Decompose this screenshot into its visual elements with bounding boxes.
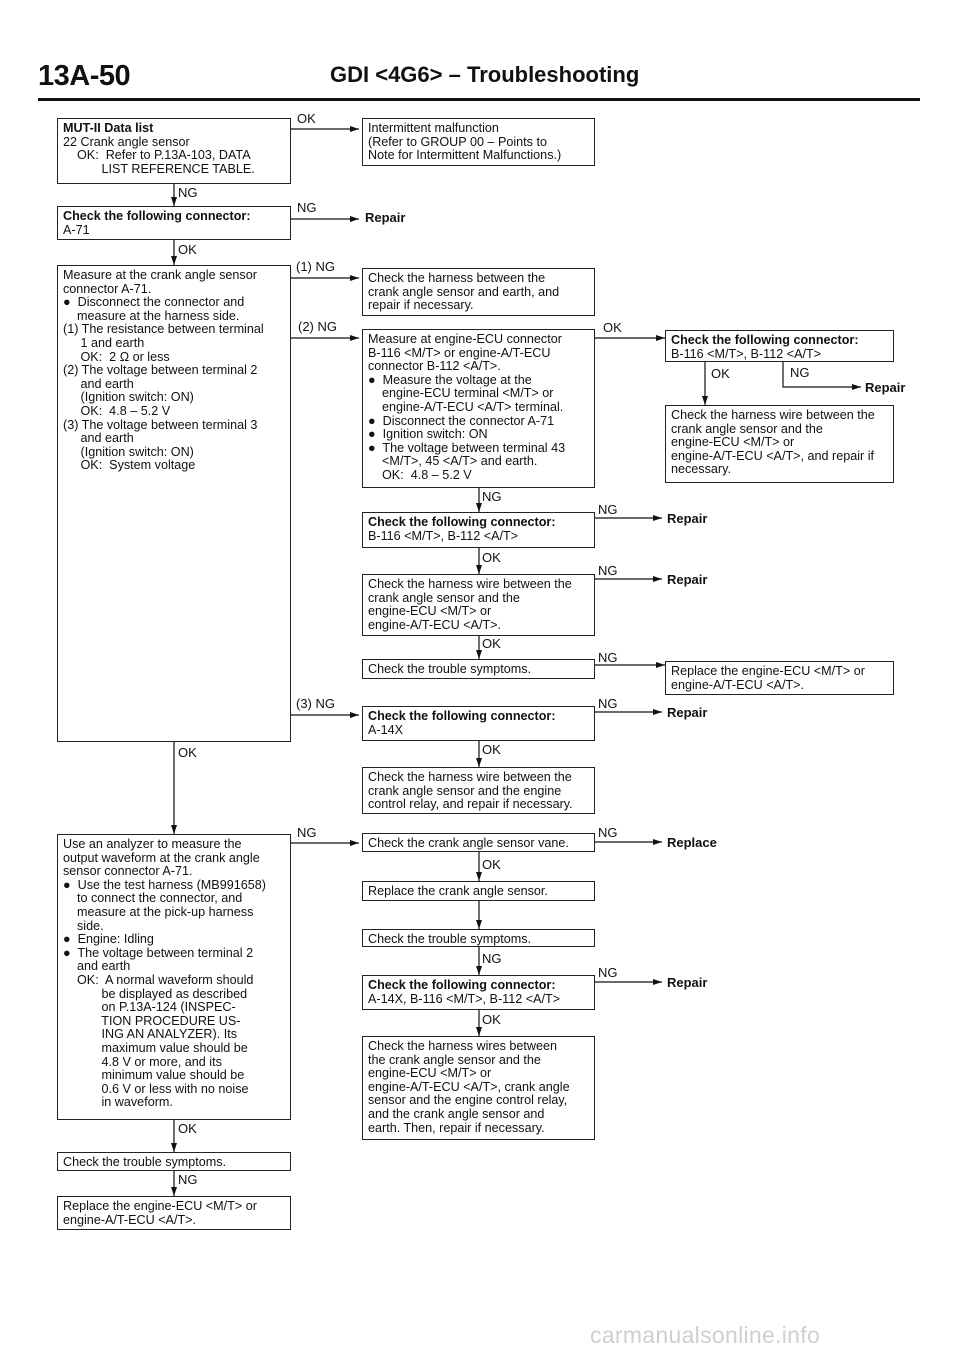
repair-action: Repair — [667, 705, 708, 720]
repair-action: Repair — [667, 572, 708, 587]
measure-crank-sensor-box: Measure at the crank angle sensor connector A-71. ● Disconnect the connector and measure at the harness side. (1) The resistance between terminal 1 and earth OK: 2 Ω or less (2) The voltage between terminal 2 and earth (Ignition switch: ON) OK: 4.8 – 5.2 V (3) The voltage between terminal 3 and earth (Ignition switch: ON) OK: System voltage — [57, 265, 291, 742]
use-analyzer-box: Use an analyzer to measure the output waveform at the crank angle sensor connector A-71. ● Use the test harness (MB991658) to connect the connector, and measure at the pick-up harness side. ● Engine: Idling ● The voltage between terminal 2 and earth OK: A normal waveform should be displayed as described on P.13A-124 (INSPEC- TION PROCEDURE US- ING AN ANALYZER). Its maximum value should be 4.8 V or more, and its minimum value should be 0.6 V or less with no noise in waveform. — [57, 834, 291, 1120]
flow-label: NG — [598, 502, 618, 517]
flow-label: OK — [178, 1121, 197, 1136]
flow-label: OK — [297, 111, 316, 126]
flow-label: (2) NG — [298, 319, 337, 334]
check-trouble-2-box: Check the trouble symptoms. — [362, 929, 595, 947]
flow-label: NG — [482, 951, 502, 966]
flow-label: OK — [482, 636, 501, 651]
flow-label: NG — [297, 200, 317, 215]
mut-data-list-box: MUT-II Data list 22 Crank angle sensor OK: Refer to P.13A-103, DATA LIST REFERENCE TABLE. — [57, 118, 291, 184]
check-harness-wire-right-box: Check the harness wire between the crank angle sensor and the engine-ECU <M/T> or engine-A/T-ECU <A/T>, and repair if necessary. — [665, 405, 894, 483]
flow-label: OK — [178, 745, 197, 760]
flow-label: NG — [598, 696, 618, 711]
check-trouble-3-box: Check the trouble symptoms. — [57, 1152, 291, 1171]
flow-label: NG — [598, 965, 618, 980]
replace-action: Replace — [667, 835, 717, 850]
check-connector-b116-right-box: Check the following connector: B-116 <M/T>, B-112 <A/T> — [665, 330, 894, 362]
flow-label: NG — [178, 185, 198, 200]
flow-label: (1) NG — [296, 259, 335, 274]
flow-label: OK — [482, 1012, 501, 1027]
check-connector-a71-box: Check the following connector: A-71 — [57, 206, 291, 240]
page-number: 13A-50 — [38, 60, 131, 92]
flow-label: NG — [297, 825, 317, 840]
flow-label: OK — [603, 320, 622, 335]
replace-ecu-right-box: Replace the engine-ECU <M/T> or engine-A/T-ECU <A/T>. — [665, 661, 894, 695]
flow-label: OK — [482, 857, 501, 872]
repair-action: Repair — [667, 975, 708, 990]
check-harness-wires-final-box: Check the harness wires between the crank angle sensor and the engine-ECU <M/T> or engine-A/T-ECU <A/T>, crank angle sensor and the engine control relay, and the crank angle sensor and earth. Then, repair if necessary. — [362, 1036, 595, 1140]
check-connector-a14x-box: Check the following connector: A-14X — [362, 706, 595, 741]
flow-label: NG — [598, 825, 618, 840]
flow-label: NG — [598, 563, 618, 578]
repair-action: Repair — [865, 380, 906, 395]
check-connector-b116-mid-box: Check the following connector: B-116 <M/T>, B-112 <A/T> — [362, 512, 595, 548]
flow-label: OK — [178, 242, 197, 257]
flow-label: (3) NG — [296, 696, 335, 711]
check-harness-wire-mid-box: Check the harness wire between the crank angle sensor and the engine-ECU <M/T> or engine-A/T-ECU <A/T>. — [362, 574, 595, 636]
check-connector-multi-box: Check the following connector: A-14X, B-116 <M/T>, B-112 <A/T> — [362, 975, 595, 1010]
replace-sensor-box: Replace the crank angle sensor. — [362, 881, 595, 901]
flow-label: OK — [711, 366, 730, 381]
measure-ecu-box: Measure at engine-ECU connector B-116 <M/T> or engine-A/T-ECU connector B-112 <A/T>. ● Measure the voltage at the engine-ECU terminal <M/T> or engine-A/T-ECU <A/T> terminal. ● Disconnect the connector A-71 ● Ignition switch: ON ● The voltage between terminal 43 <M/T>, 45 <A/T> and earth. OK: 4.8 – 5.2 V — [362, 329, 595, 488]
check-harness-relay-box: Check the harness wire between the crank angle sensor and the engine control relay, and repair if necessary. — [362, 767, 595, 814]
watermark: carmanualsonline.info — [590, 1322, 821, 1348]
page-title: GDI <4G6> – Troubleshooting — [330, 62, 640, 87]
flow-label: NG — [598, 650, 618, 665]
check-harness-earth-box: Check the harness between the crank angle sensor and earth, and repair if necessary. — [362, 268, 595, 316]
flow-label: NG — [790, 365, 810, 380]
check-vane-box: Check the crank angle sensor vane. — [362, 833, 595, 852]
flow-label: OK — [482, 550, 501, 565]
flow-label: NG — [178, 1172, 198, 1187]
flow-label: OK — [482, 742, 501, 757]
check-trouble-1-box: Check the trouble symptoms. — [362, 659, 595, 679]
intermittent-box: Intermittent malfunction (Refer to GROUP 00 – Points to Note for Intermittent Malfunctions.) — [362, 118, 595, 166]
flow-label: NG — [482, 489, 502, 504]
repair-action: Repair — [365, 210, 406, 225]
replace-ecu-bottom-box: Replace the engine-ECU <M/T> or engine-A/T-ECU <A/T>. — [57, 1196, 291, 1230]
repair-action: Repair — [667, 511, 708, 526]
